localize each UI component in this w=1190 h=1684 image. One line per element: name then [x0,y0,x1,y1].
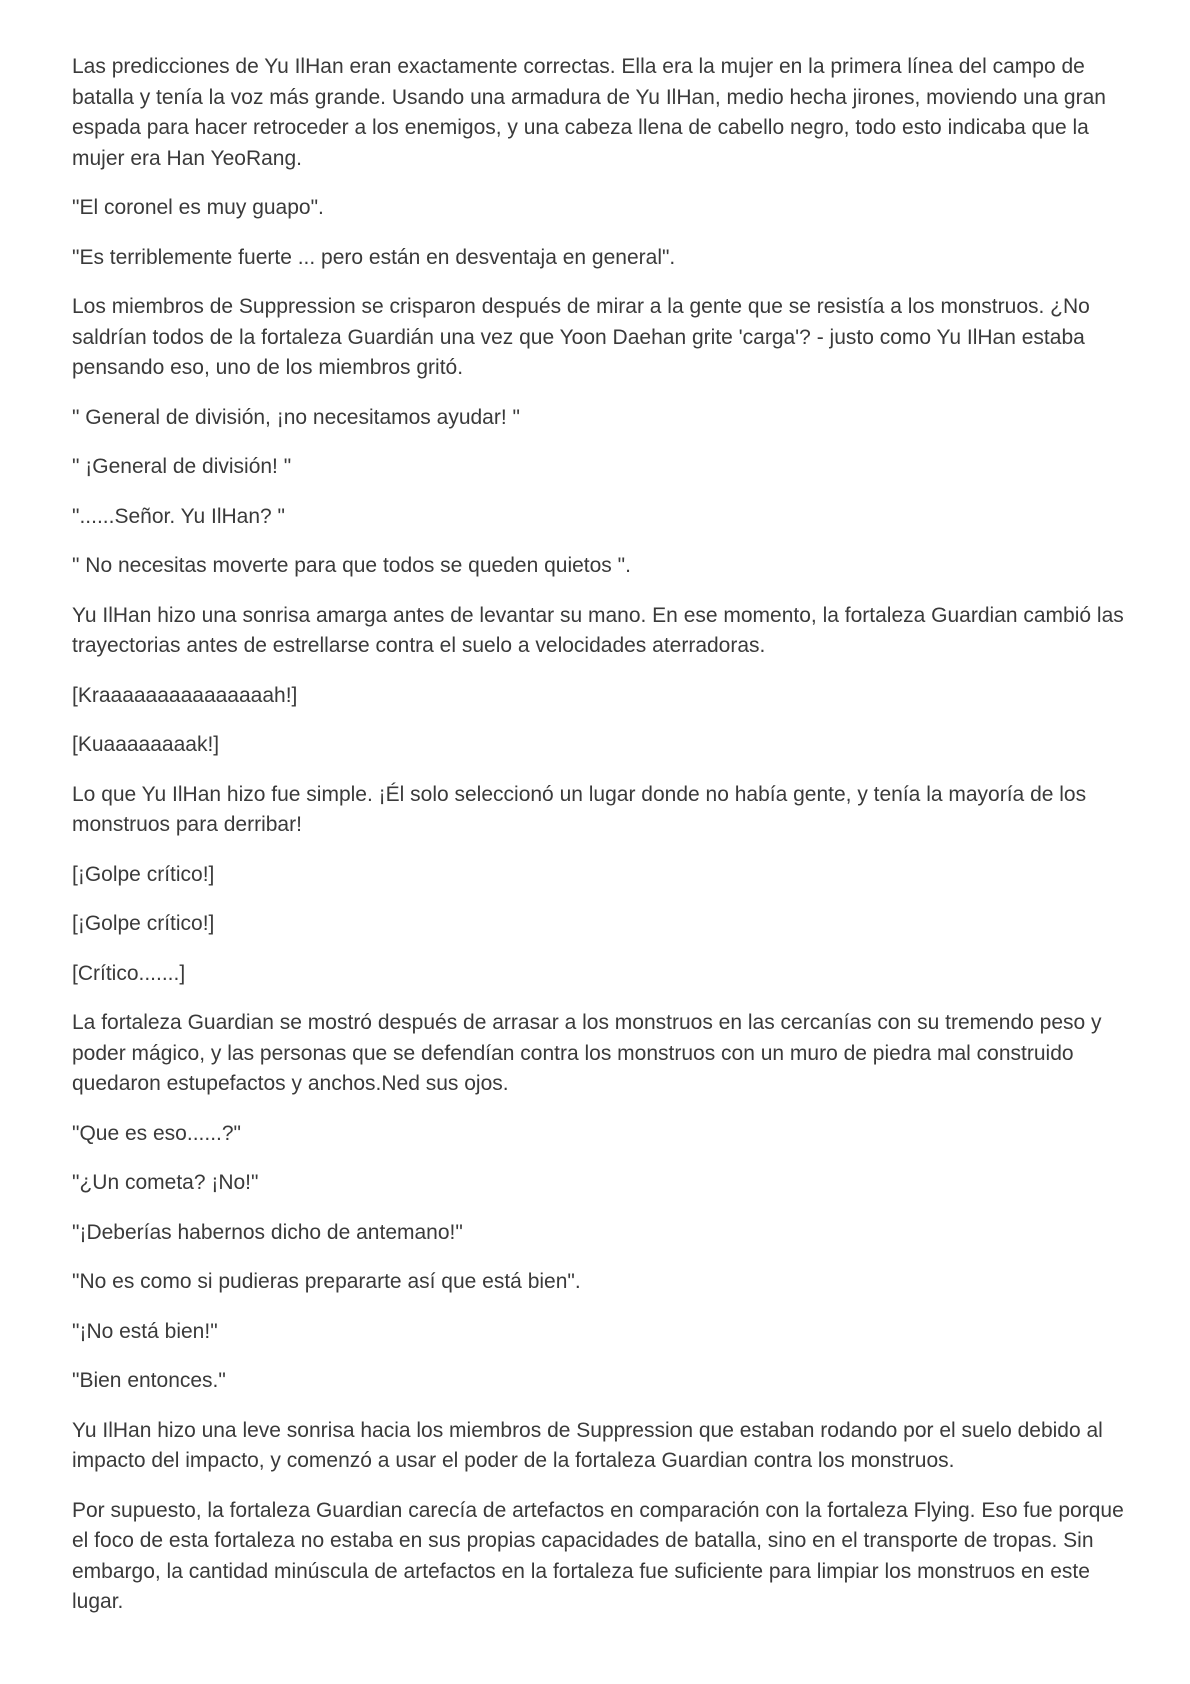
system-message-2: [¡Golpe crítico!] [72,912,215,935]
sound-effect-2: [Kuaaaaaaaak!] [72,733,220,756]
dialogue-8: "¿Un cometa? ¡No!" [72,1171,259,1194]
system-message-3: [Crítico.......] [72,961,186,985]
paragraph-3: Yu IlHan hizo una sonrisa amarga antes de levantar su mano. En ese momento, la fortaleza Guardian cambió las trayectorias antes de estrellarse contra el suelo a velocidades aterradoras. [72,603,1124,657]
dialogue-10: "No es como si pudieras prepararte así que está bien". [72,1270,581,1293]
dialogue-11: "¡No está bien!" [72,1319,218,1343]
paragraph-5: La fortaleza Guardian se mostró después de arrasar a los monstruos en las cercanías con su tremendo peso y poder mágico, y las personas que se defendían contra los monstruos con un muro de piedra mal construido quedaron estupefactos y anchos.Ned sus ojos. [72,1011,1102,1095]
system-message-1: [¡Golpe crítico!] [72,862,215,886]
dialogue-2: "Es terriblemente fuerte ... pero están en desventaja en general". [72,245,676,269]
dialogue-12: "Bien entonces." [72,1369,226,1392]
document-page [72,52,1132,1637]
paragraph-2: Los miembros de Suppression se crisparon después de mirar a la gente que se resistía a los monstruos. ¿No saldrían todos de la fortaleza Guardián una vez que Yoon Daehan grite 'carga'? - justo como Yu IlHan estaba pensando eso, uno de los miembros gritó. [72,295,1090,379]
paragraph-1: Las predicciones de Yu IlHan eran exactamente correctas. Ella era la mujer en la primera línea del campo de batalla y tenía la voz más grande. Usando una armadura de Yu IlHan, medio hecha jirones, moviendo una gran espada para hacer retroceder a los enemigos, y una cabeza llena de cabello negro, todo esto indicaba que la mujer era Han YeoRang. [72,55,1106,170]
sound-effect-1: [Kraaaaaaaaaaaaaaah!] [72,683,298,707]
paragraph-4: Lo que Yu IlHan hizo fue simple. ¡Él solo seleccionó un lugar donde no había gente, y tenía la mayoría de los monstruos para derribar! [72,782,1087,836]
dialogue-4: " ¡General de división! " [72,455,292,478]
dialogue-5: "......Señor. Yu IlHan? " [72,504,285,528]
dialogue-9: "¡Deberías habernos dicho de antemano!" [72,1220,463,1244]
dialogue-1: "El coronel es muy guapo". [72,196,324,219]
paragraph-7: Por supuesto, la fortaleza Guardian carecía de artefactos en comparación con la fortaleza Flying. Eso fue porque el foco de esta fortaleza no estaba en sus propias capacidades de batalla, sino en el transporte de tropas. Sin embargo, la cantidad minúscula de artefactos en la fortaleza fue suficiente para limpiar los monstruos en este lugar. [72,1498,1124,1613]
dialogue-6: " No necesitas moverte para que todos se queden quietos ". [72,554,631,577]
dialogue-3: " General de división, ¡no necesitamos ayudar! " [72,405,520,429]
dialogue-7: "Que es eso......?" [72,1121,241,1145]
paragraph-6: Yu IlHan hizo una leve sonrisa hacia los miembros de Suppression que estaban rodando por el suelo debido al impacto del impacto, y comenzó a usar el poder de la fortaleza Guardian contra los monstruos. [72,1418,1103,1472]
